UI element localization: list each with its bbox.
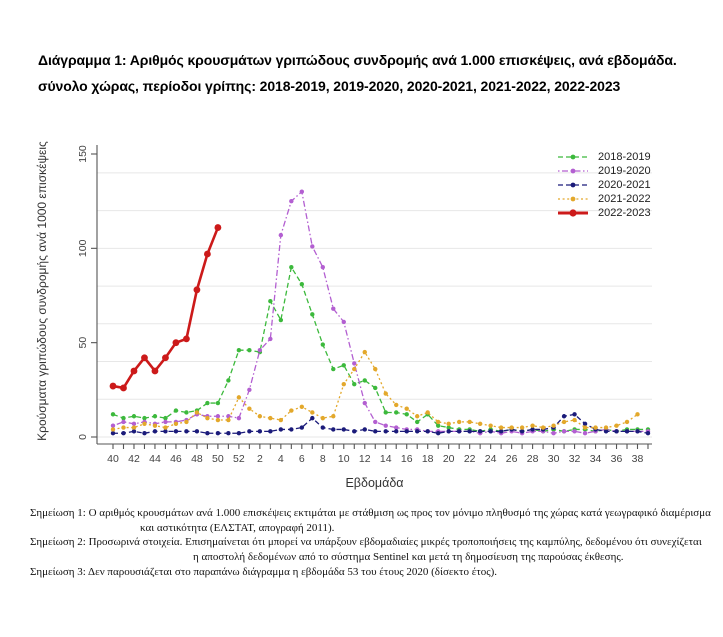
data-point [289,427,293,431]
y-tick-label: 150 [77,145,89,163]
data-point [625,429,629,433]
data-point [321,425,325,429]
data-point [247,429,251,433]
data-point [121,416,125,420]
series-2018-2019 [111,265,650,434]
data-point [363,427,367,431]
data-point [142,431,146,435]
data-point [174,408,178,412]
data-point [572,418,576,422]
data-point [226,418,230,422]
data-point [363,350,367,354]
data-point [415,429,419,433]
data-point [541,425,545,429]
legend-item [556,150,651,164]
legend-swatch-icon [556,151,590,163]
data-point [394,429,398,433]
data-point [593,425,597,429]
data-point [331,307,335,311]
legend-item [556,192,651,206]
data-point [184,410,188,414]
data-point [300,190,304,194]
data-point [111,427,115,431]
data-point [226,431,230,435]
data-point [321,342,325,346]
x-tick-label: 14 [379,453,392,465]
legend-label: 2021-2022 [598,193,651,205]
data-point [562,414,566,418]
data-point [310,410,314,414]
data-point [121,431,125,435]
data-point [310,312,314,316]
data-point [384,423,388,427]
data-point [163,429,167,433]
y-tick-label: 0 [77,434,89,440]
data-point [247,406,251,410]
data-point [258,414,262,418]
data-point [279,427,283,431]
data-point [572,429,576,433]
data-point [384,391,388,395]
data-point [111,423,115,427]
data-point [551,423,555,427]
x-tick-label: 36 [610,453,623,465]
data-point [247,388,251,392]
data-point [132,414,136,418]
data-point [405,429,409,433]
legend-label: 2020-2021 [598,179,651,191]
data-point [614,423,618,427]
data-point [258,348,262,352]
y-tick-label: 100 [77,239,89,258]
data-point [300,405,304,409]
data-point [279,233,283,237]
x-tick-label: 44 [149,453,161,465]
data-point [583,422,587,426]
data-point [204,251,211,258]
data-point [153,423,157,427]
data-point [384,410,388,414]
data-point [268,337,272,341]
data-point [394,425,398,429]
data-point [132,429,136,433]
footnote-2-line1: Σημείωση 2: Προσωρινά στοιχεία. Επισημαίνεται ότι μπορεί να υπάρξουν εβδομαδιαίες μικρές τροποποιήσεις της καμπύλης, δεδομένου ότι συνεχίζεται [30,536,702,549]
series-2022-2023 [110,224,222,391]
legend-swatch-icon [556,165,590,177]
data-point [162,354,169,361]
data-point [237,395,241,399]
data-point [153,429,157,433]
footnotes [30,506,711,580]
series-2021-2022 [111,350,640,432]
data-point [446,422,450,426]
data-point [499,425,503,429]
data-point [446,429,450,433]
data-point [363,378,367,382]
x-tick-label: 34 [589,453,602,465]
legend-label: 2022-2023 [598,207,651,219]
data-point [141,354,148,361]
data-point [426,410,430,414]
data-point [415,414,419,418]
data-point [352,429,356,433]
legend-item [556,164,651,178]
data-point [289,265,293,269]
data-point [247,348,251,352]
data-point [195,429,199,433]
x-tick-label: 28 [526,453,539,465]
x-tick-label: 4 [277,453,284,465]
x-tick-label: 24 [484,453,497,465]
data-point [163,425,167,429]
data-point [163,416,167,420]
footnote-3-line1: Σημείωση 3: Δεν παρουσιάζεται στο παραπάνω διάγραμμα η εβδομάδα 53 του έτους 2020 (δίσεκτο έτος). [30,565,498,578]
data-point [226,378,230,382]
data-point [132,422,136,426]
data-point [173,339,180,346]
data-point [237,431,241,435]
legend-swatch-icon [556,207,590,219]
data-point [121,425,125,429]
data-point [467,420,471,424]
x-tick-label: 18 [421,453,434,465]
data-point [120,385,127,392]
legend-swatch-icon [556,179,590,191]
data-point [467,429,471,433]
data-point [289,199,293,203]
data-point [509,425,513,429]
data-point [457,420,461,424]
data-point [132,425,136,429]
x-tick-label: 2 [256,453,263,465]
x-tick-label: 6 [298,453,305,465]
data-point [258,429,262,433]
x-tick-label: 20 [442,453,455,465]
data-point [342,382,346,386]
data-point [373,367,377,371]
legend-swatch-icon [556,193,590,205]
data-point [572,412,576,416]
data-point [174,422,178,426]
x-tick-label: 50 [212,453,224,465]
data-point [604,425,608,429]
data-point [184,429,188,433]
data-point [184,420,188,424]
data-point [183,335,190,342]
data-point [216,401,220,405]
x-tick-label: 48 [191,453,203,465]
data-point [352,382,356,386]
data-point [373,420,377,424]
data-point [457,429,461,433]
data-point [488,423,492,427]
footnote-1-line1: Σημείωση 1: Ο αριθμός κρουσμάτων ανά 1.000 επισκέψεις εκτιμάται με στάθμιση ως προς τον μόνιμο πληθυσμό της χώρας κατά γεωγραφικό διαμέρισμα [30,507,711,519]
data-point [646,431,650,435]
figure-title-line1: Διάγραμμα 1: Αριθμός κρουσμάτων γριπώδους συνδρομής ανά 1.000 επισκέψεις, ανά εβδομάδα. [38,52,677,68]
x-tick-label: 42 [128,453,140,465]
data-point [530,423,534,427]
data-point [268,299,272,303]
data-point [373,429,377,433]
data-point [635,412,639,416]
data-point [373,386,377,390]
data-point [279,318,283,322]
data-point [289,408,293,412]
data-point [583,431,587,435]
data-point [614,429,618,433]
data-point [436,431,440,435]
data-point [530,427,534,431]
data-point [310,244,314,248]
data-point [111,431,115,435]
x-tick-label: 46 [170,453,182,465]
figure-title-line2: σύνολο χώρας, περίοδοι γρίπης: 2018-2019, 2019-2020, 2020-2021, 2021-2022, 2022-2023 [38,78,621,94]
x-tick-label: 26 [505,453,518,465]
data-point [215,224,222,231]
data-point [583,425,587,429]
data-point [279,418,283,422]
data-point [478,422,482,426]
data-point [152,368,159,375]
data-point [142,416,146,420]
data-point [604,429,608,433]
data-point [163,420,167,424]
data-point [520,429,524,433]
x-tick-label: 22 [463,453,476,465]
data-point [562,429,566,433]
data-point [394,403,398,407]
legend-item [556,206,651,220]
data-point [394,410,398,414]
data-point [331,427,335,431]
y-axis-label: Κρούσματα γριπώδους συνδρομής ανά 1000 επισκέψεις [35,141,49,441]
data-point [153,414,157,418]
data-point [342,363,346,367]
data-point [405,412,409,416]
data-point [110,383,117,390]
x-tick-label: 38 [631,453,644,465]
data-point [342,427,346,431]
data-point [121,420,125,424]
data-point [363,401,367,405]
data-point [499,429,503,433]
x-tick-label: 12 [358,453,371,465]
data-point [625,420,629,424]
data-point [562,420,566,424]
x-tick-label: 10 [337,453,350,465]
data-point [405,406,409,410]
data-point [310,416,314,420]
data-point [216,418,220,422]
data-point [111,412,115,416]
data-point [635,429,639,433]
data-point [142,422,146,426]
data-point [446,425,450,429]
data-point [216,414,220,418]
footnote-2-line2: η αποστολή δεδομένων από το σύστημα Sentinel και μετά τη δημοσίευση της παρούσας έκθεσης. [193,551,624,564]
data-point [300,282,304,286]
data-point [436,420,440,424]
data-point [205,431,209,435]
data-point [520,425,524,429]
data-point [478,429,482,433]
data-point [321,416,325,420]
data-point [268,416,272,420]
x-tick-label: 16 [400,453,413,465]
data-point [131,368,138,375]
data-point [352,361,356,365]
data-point [384,429,388,433]
data-point [205,401,209,405]
x-tick-label: 52 [233,453,245,465]
data-point [195,410,199,414]
data-point [300,425,304,429]
data-point [321,265,325,269]
data-point [268,429,272,433]
legend-label: 2019-2020 [598,165,651,177]
y-tick-label: 50 [77,336,89,349]
x-tick-label: 30 [547,453,560,465]
data-point [205,416,209,420]
data-point [551,431,555,435]
x-axis-label: Εβδομάδα [345,476,404,490]
footnote-1-line2: και αστικότητα (ΕΛΣΤΑΤ, απογραφή 2011). [140,521,335,534]
legend-label: 2018-2019 [598,151,651,163]
data-point [237,348,241,352]
data-point [352,367,356,371]
data-point [237,416,241,420]
chart-legend [556,150,651,220]
x-tick-label: 40 [107,453,119,465]
data-point [194,286,201,293]
data-point [216,431,220,435]
data-point [331,367,335,371]
data-point [488,429,492,433]
x-tick-label: 8 [319,453,326,465]
data-point [415,420,419,424]
data-point [174,429,178,433]
legend-item [556,178,651,192]
data-point [331,414,335,418]
data-point [426,429,430,433]
x-tick-label: 32 [568,453,581,465]
data-point [436,423,440,427]
data-point [342,320,346,324]
